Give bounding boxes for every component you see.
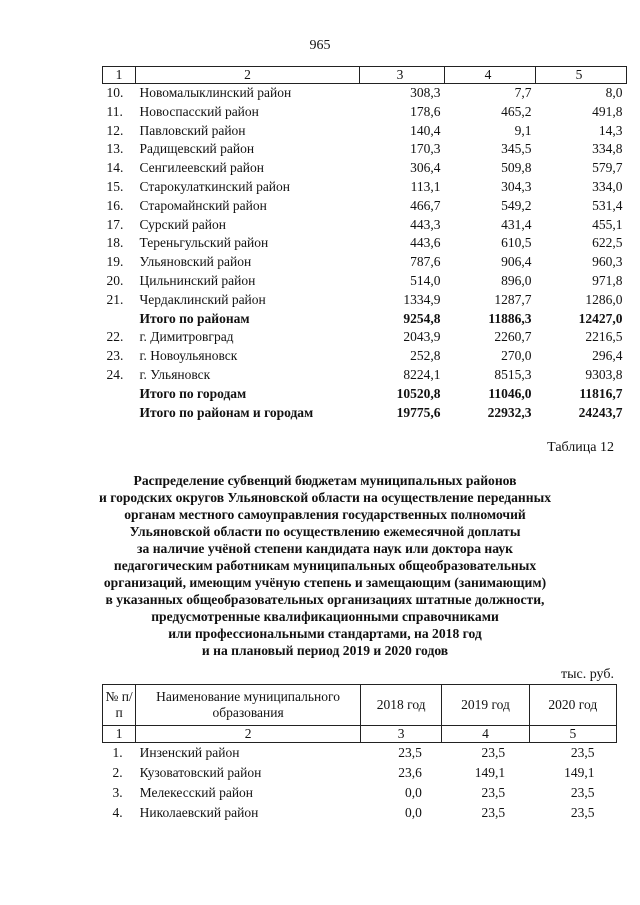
table-row [103,763,617,783]
row-name: Цильнинский район [139,272,256,288]
title-line: органам местного самоуправления государственных полномочий [124,507,526,522]
value-col4: 11046,0 [488,385,532,401]
title-line: педагогическим работникам муниципальных общеобразовательных [113,558,537,573]
table-row [103,366,627,385]
title-line: и на плановый период 2019 и 2020 годов [201,643,449,658]
row-number: 14. [106,160,124,176]
table-row [103,140,627,159]
row-number: 17. [106,216,124,232]
row-number: 12. [106,122,124,138]
value-col3: 787,6 [410,254,441,270]
value-col4: 610,5 [501,235,532,251]
table-row [103,234,627,253]
value-col5: 9303,8 [585,366,623,382]
document-title [90,472,560,659]
row-number: 24. [106,366,124,382]
value-col4: 8515,3 [494,366,532,382]
row-name: Павловский район [139,122,246,138]
table-row [103,253,627,272]
table-label: Таблица 12 [547,440,614,455]
row-name: Тереньгульский район [139,235,269,251]
value-col5: 14,3 [598,122,623,138]
value-col3: 140,4 [410,122,441,138]
value-col4: 896,0 [501,272,532,288]
value-col3: 514,0 [410,272,441,288]
row-number: 10. [106,85,124,100]
row-name: Итого по городам [139,385,247,401]
value-col5: 491,8 [592,103,623,119]
value-col4: 549,2 [501,197,532,213]
title-line: организаций, имеющим учёную степень и замещающим (занимающим) [103,575,547,590]
value-col4: 431,4 [501,216,532,232]
value-2019: 23,5 [481,785,506,800]
title-line: Распределение субвенций бюджетам муниципальных районов [133,473,517,488]
value-2018: 0,0 [404,805,422,820]
value-col5: 296,4 [592,348,623,364]
column-number: 2 [136,726,361,743]
value-col5: 455,1 [592,216,623,232]
value-2018: 23,5 [398,745,422,760]
value-2019: 23,5 [481,805,506,820]
value-col4: 906,4 [501,254,532,270]
table-row [103,84,627,103]
value-col5: 334,8 [592,141,623,157]
value-col5: 8,0 [605,85,623,100]
column-number: 4 [442,726,529,743]
row-number: 16. [106,197,124,213]
value-2020: 23,5 [570,745,595,760]
table-row [103,743,617,764]
row-number: 3. [112,785,123,800]
value-col4: 345,5 [501,141,532,157]
header-2020: 2020 год [529,685,616,726]
table-row [103,159,627,178]
row-name: г. Ульяновск [139,366,211,382]
title-line: предусмотренные квалификационными справочниками [151,609,499,624]
table-row [103,803,617,823]
header-num: № п/п [103,685,136,726]
row-number [103,404,136,423]
value-2018: 23,6 [398,765,422,780]
row-number: 11. [106,103,123,119]
row-name: Старомайнский район [139,197,267,213]
row-name: г. Димитровград [139,329,234,345]
title-line: или профессиональными стандартами, на 2018 год [168,626,482,641]
value-col3: 8224,1 [403,366,441,382]
value-2018: 0,0 [404,785,422,800]
row-number: 19. [106,254,124,270]
row-name: Мелекесский район [139,785,254,800]
value-col4: 22932,3 [487,404,532,420]
row-name: Новомалыклинский район [139,85,292,100]
total-row [103,385,627,404]
row-name: Итого по районам и городам [139,404,314,420]
title-line: Ульяновской области по осуществлению ежемесячной доплаты [129,524,521,539]
row-number [103,385,136,404]
value-col3: 170,3 [410,141,441,157]
table-row [103,122,627,141]
value-col3: 1334,9 [403,291,441,307]
column-number: 5 [536,67,627,84]
value-col5: 11816,7 [579,385,623,401]
value-col5: 971,8 [592,272,623,288]
table-header-row [103,685,617,726]
value-col5: 2216,5 [585,329,623,345]
row-name: Ульяновский район [139,254,252,270]
table-row [103,328,627,347]
column-number: 2 [136,67,360,84]
row-number: 23. [106,348,124,364]
row-name: Инзенский район [139,745,240,760]
row-number: 15. [106,178,124,194]
subsidy-table-continued [102,66,627,422]
value-2019: 23,5 [481,745,506,760]
column-number: 1 [103,726,136,743]
value-col4: 270,0 [501,348,532,364]
row-number: 13. [106,141,124,157]
column-number: 1 [103,67,136,84]
value-col5: 1286,0 [585,291,623,307]
value-col4: 304,3 [501,178,532,194]
subsidy-table-12 [102,684,617,823]
header-2018: 2018 год [361,685,442,726]
title-line: в указанных общеобразовательных организациях штатные должности, [105,592,545,607]
row-name: Итого по районам [139,310,250,326]
row-number: 4. [112,805,123,820]
units-label: тыс. руб. [561,667,614,682]
value-2020: 23,5 [570,805,595,820]
row-name: Николаевский район [139,805,259,820]
value-col3: 308,3 [410,85,441,100]
row-number: 22. [106,329,124,345]
row-name: Сурский район [139,216,226,232]
row-name: Радищевский район [139,141,255,157]
value-col3: 466,7 [410,197,441,213]
value-col5: 622,5 [592,235,623,251]
value-col4: 7,7 [514,85,532,100]
value-col3: 178,6 [410,103,441,119]
column-number: 3 [361,726,442,743]
row-name: г. Новоульяновск [139,348,238,364]
value-2019: 149,1 [474,765,506,780]
column-number: 5 [529,726,616,743]
value-col3: 19775,6 [396,404,441,420]
row-name: Чердаклинский район [139,291,266,307]
row-name: Новоспасский район [139,103,259,119]
value-2020: 23,5 [570,785,595,800]
header-2019: 2019 год [442,685,529,726]
row-number: 18. [106,235,124,251]
table-row [103,783,617,803]
value-col3: 9254,8 [403,310,441,326]
row-number: 20. [106,272,124,288]
value-col3: 10520,8 [396,385,441,401]
table-row [103,272,627,291]
column-number: 3 [360,67,445,84]
value-col5: 531,4 [592,197,623,213]
value-col5: 579,7 [592,160,623,176]
row-number [103,310,136,329]
row-name: Кузоватовский район [139,765,262,780]
value-col3: 113,1 [410,178,441,194]
value-2020: 149,1 [564,765,595,780]
value-col3: 2043,9 [403,329,441,345]
value-col5: 12427,0 [578,310,623,326]
value-col4: 465,2 [501,103,532,119]
value-col5: 960,3 [592,254,623,270]
value-col5: 334,0 [592,178,623,194]
row-number: 21. [106,291,124,307]
title-line: и городских округов Ульяновской области на осуществление переданных [99,490,551,505]
title-line: за наличие учёной степени кандидата наук или доктора наук [137,541,513,556]
row-name: Старокулаткинский район [139,178,291,194]
total-row [103,404,627,423]
row-number: 1. [112,745,123,760]
value-col4: 2260,7 [494,329,532,345]
page-number: 965 [309,38,331,53]
value-col3: 443,3 [410,216,441,232]
value-col3: 443,6 [410,235,441,251]
row-number: 2. [112,765,123,780]
value-col4: 11886,3 [488,310,532,326]
table-row [103,291,627,310]
header-name: Наименование муниципального образования [136,685,361,726]
value-col4: 509,8 [501,160,532,176]
value-col4: 9,1 [514,122,532,138]
value-col4: 1287,7 [494,291,532,307]
column-number: 4 [445,67,536,84]
row-name: Сенгилеевский район [139,160,264,176]
table-row [103,216,627,235]
table-row [103,347,627,366]
total-row [103,310,627,329]
table-row [103,197,627,216]
value-col5: 24243,7 [578,404,623,420]
table-row [103,178,627,197]
table-row [103,103,627,122]
value-col3: 306,4 [410,160,441,176]
value-col3: 252,8 [410,348,441,364]
column-number-row [103,67,627,84]
column-number-row [103,726,617,743]
